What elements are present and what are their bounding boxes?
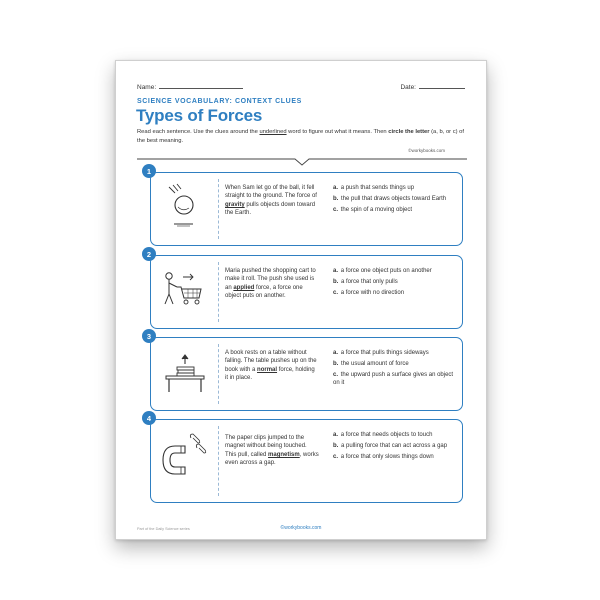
sentence-text: The paper clips jumped to the magnet without being touched. This pull, called (225, 435, 307, 458)
card-separator (218, 179, 219, 239)
answer-choices (333, 267, 455, 300)
choice-letter[interactable]: a. (333, 185, 339, 191)
card-separator (218, 344, 219, 404)
choice-text: the pull that draws objects toward Earth (341, 196, 447, 202)
question-card-4 (146, 413, 463, 503)
choice-letter[interactable]: b. (333, 443, 339, 449)
sentence-text: force, a force one object puts on another. (225, 284, 303, 300)
magnet-paperclips-icon (155, 424, 211, 488)
name-line (159, 83, 243, 89)
sentence-text: pulls objects down toward the Earth. (225, 201, 316, 217)
choice-letter[interactable]: c. (333, 290, 339, 296)
sentence-text: , works even across a gap. (225, 451, 319, 467)
choice-text: a force one object puts on another (340, 268, 432, 274)
choice-c[interactable] (333, 289, 455, 297)
choice-text: the spin of a moving object (340, 207, 413, 213)
choice-b[interactable] (333, 442, 455, 450)
footer-site-link[interactable]: ©workybooks.com (280, 525, 322, 531)
choice-b[interactable] (333, 195, 455, 203)
vocabulary-word: gravity (225, 201, 245, 208)
sentence-text: Maria pushed the shopping cart to make it roll. The push she used is an (225, 268, 316, 291)
question-card-2 (146, 249, 463, 329)
shopping-cart-push-icon (155, 260, 211, 324)
choice-letter[interactable]: a. (333, 268, 339, 274)
choice-text: a force that needs objects to touch (340, 432, 433, 438)
name-field[interactable] (137, 83, 243, 91)
instructions-text: (a, b, or c) of the best meaning. (137, 129, 464, 144)
answer-choices (333, 184, 455, 217)
context-sentence (225, 349, 319, 383)
card-separator (218, 262, 219, 322)
question-number-badge: 4 (142, 411, 156, 425)
choice-a[interactable] (333, 431, 455, 439)
worksheet-subtitle: SCIENCE VOCABULARY: CONTEXT CLUES (137, 98, 302, 105)
choice-c[interactable] (333, 371, 455, 387)
choice-letter[interactable]: a. (333, 350, 339, 356)
choice-c[interactable] (333, 453, 455, 461)
choice-text: the usual amount of force (341, 361, 409, 367)
choice-letter[interactable]: b. (333, 279, 339, 285)
sentence-text: A book rests on a table without falling. The table pushes up on the book with a (225, 350, 317, 373)
vocabulary-word: magnetism (268, 451, 300, 458)
header-row (137, 83, 465, 93)
section-divider (137, 158, 467, 166)
choice-b[interactable] (333, 278, 455, 286)
instructions-text: word to figure out what it means. Then (286, 129, 389, 135)
date-line (419, 83, 465, 89)
choice-text: the upward push a surface gives an object on it (333, 372, 454, 386)
choice-letter[interactable]: a. (333, 432, 339, 438)
choice-letter[interactable]: c. (333, 372, 339, 378)
context-sentence (225, 434, 319, 468)
choice-text: a pulling force that can act across a gap (341, 443, 448, 449)
card-separator (218, 426, 219, 496)
choice-a[interactable] (333, 349, 455, 357)
choice-c[interactable] (333, 206, 455, 214)
choice-letter[interactable]: b. (333, 361, 339, 367)
choice-text: a force that only pulls (341, 279, 398, 285)
worksheet-page (115, 60, 487, 540)
sentence-text: When Sam let go of the ball, it fell straight to the ground. The force of (225, 185, 317, 200)
question-card-3 (146, 331, 463, 411)
question-card-1 (146, 166, 463, 246)
sentence-text: force, holding it in place. (225, 366, 315, 382)
choice-text: a push that sends things up (340, 185, 415, 191)
choice-text: a force that only slows things down (340, 454, 434, 460)
instructions-underlined: underlined (259, 129, 287, 135)
instructions (137, 128, 467, 145)
question-number-badge: 1 (142, 164, 156, 178)
question-number-badge: 2 (142, 247, 156, 261)
falling-ball-icon (155, 177, 211, 241)
worksheet-title: Types of Forces (136, 106, 263, 125)
instructions-bold: circle the letter (388, 129, 430, 135)
question-number-badge: 3 (142, 329, 156, 343)
choice-letter[interactable]: c. (333, 207, 339, 213)
choice-a[interactable] (333, 267, 455, 275)
choice-text: a force that pulls things sideways (340, 350, 429, 356)
answer-choices (333, 349, 455, 390)
credit-text: ©workybooks.com (408, 148, 445, 153)
context-sentence (225, 267, 319, 301)
date-field[interactable] (400, 83, 465, 91)
book-on-table-icon (155, 342, 211, 406)
instructions-text: Read each sentence. Use the clues around the (137, 129, 260, 135)
footer-series-note: Part of the Daily Science series (137, 527, 190, 531)
date-label: Date: (400, 84, 416, 91)
choice-text: a force with no direction (340, 290, 405, 296)
name-label: Name: (137, 84, 157, 91)
choice-letter[interactable]: c. (333, 454, 339, 460)
vocabulary-word: applied (233, 284, 255, 291)
context-sentence (225, 184, 319, 218)
choice-b[interactable] (333, 360, 455, 368)
vocabulary-word: normal (257, 366, 278, 373)
choice-a[interactable] (333, 184, 455, 192)
choice-letter[interactable]: b. (333, 196, 339, 202)
answer-choices (333, 431, 455, 464)
